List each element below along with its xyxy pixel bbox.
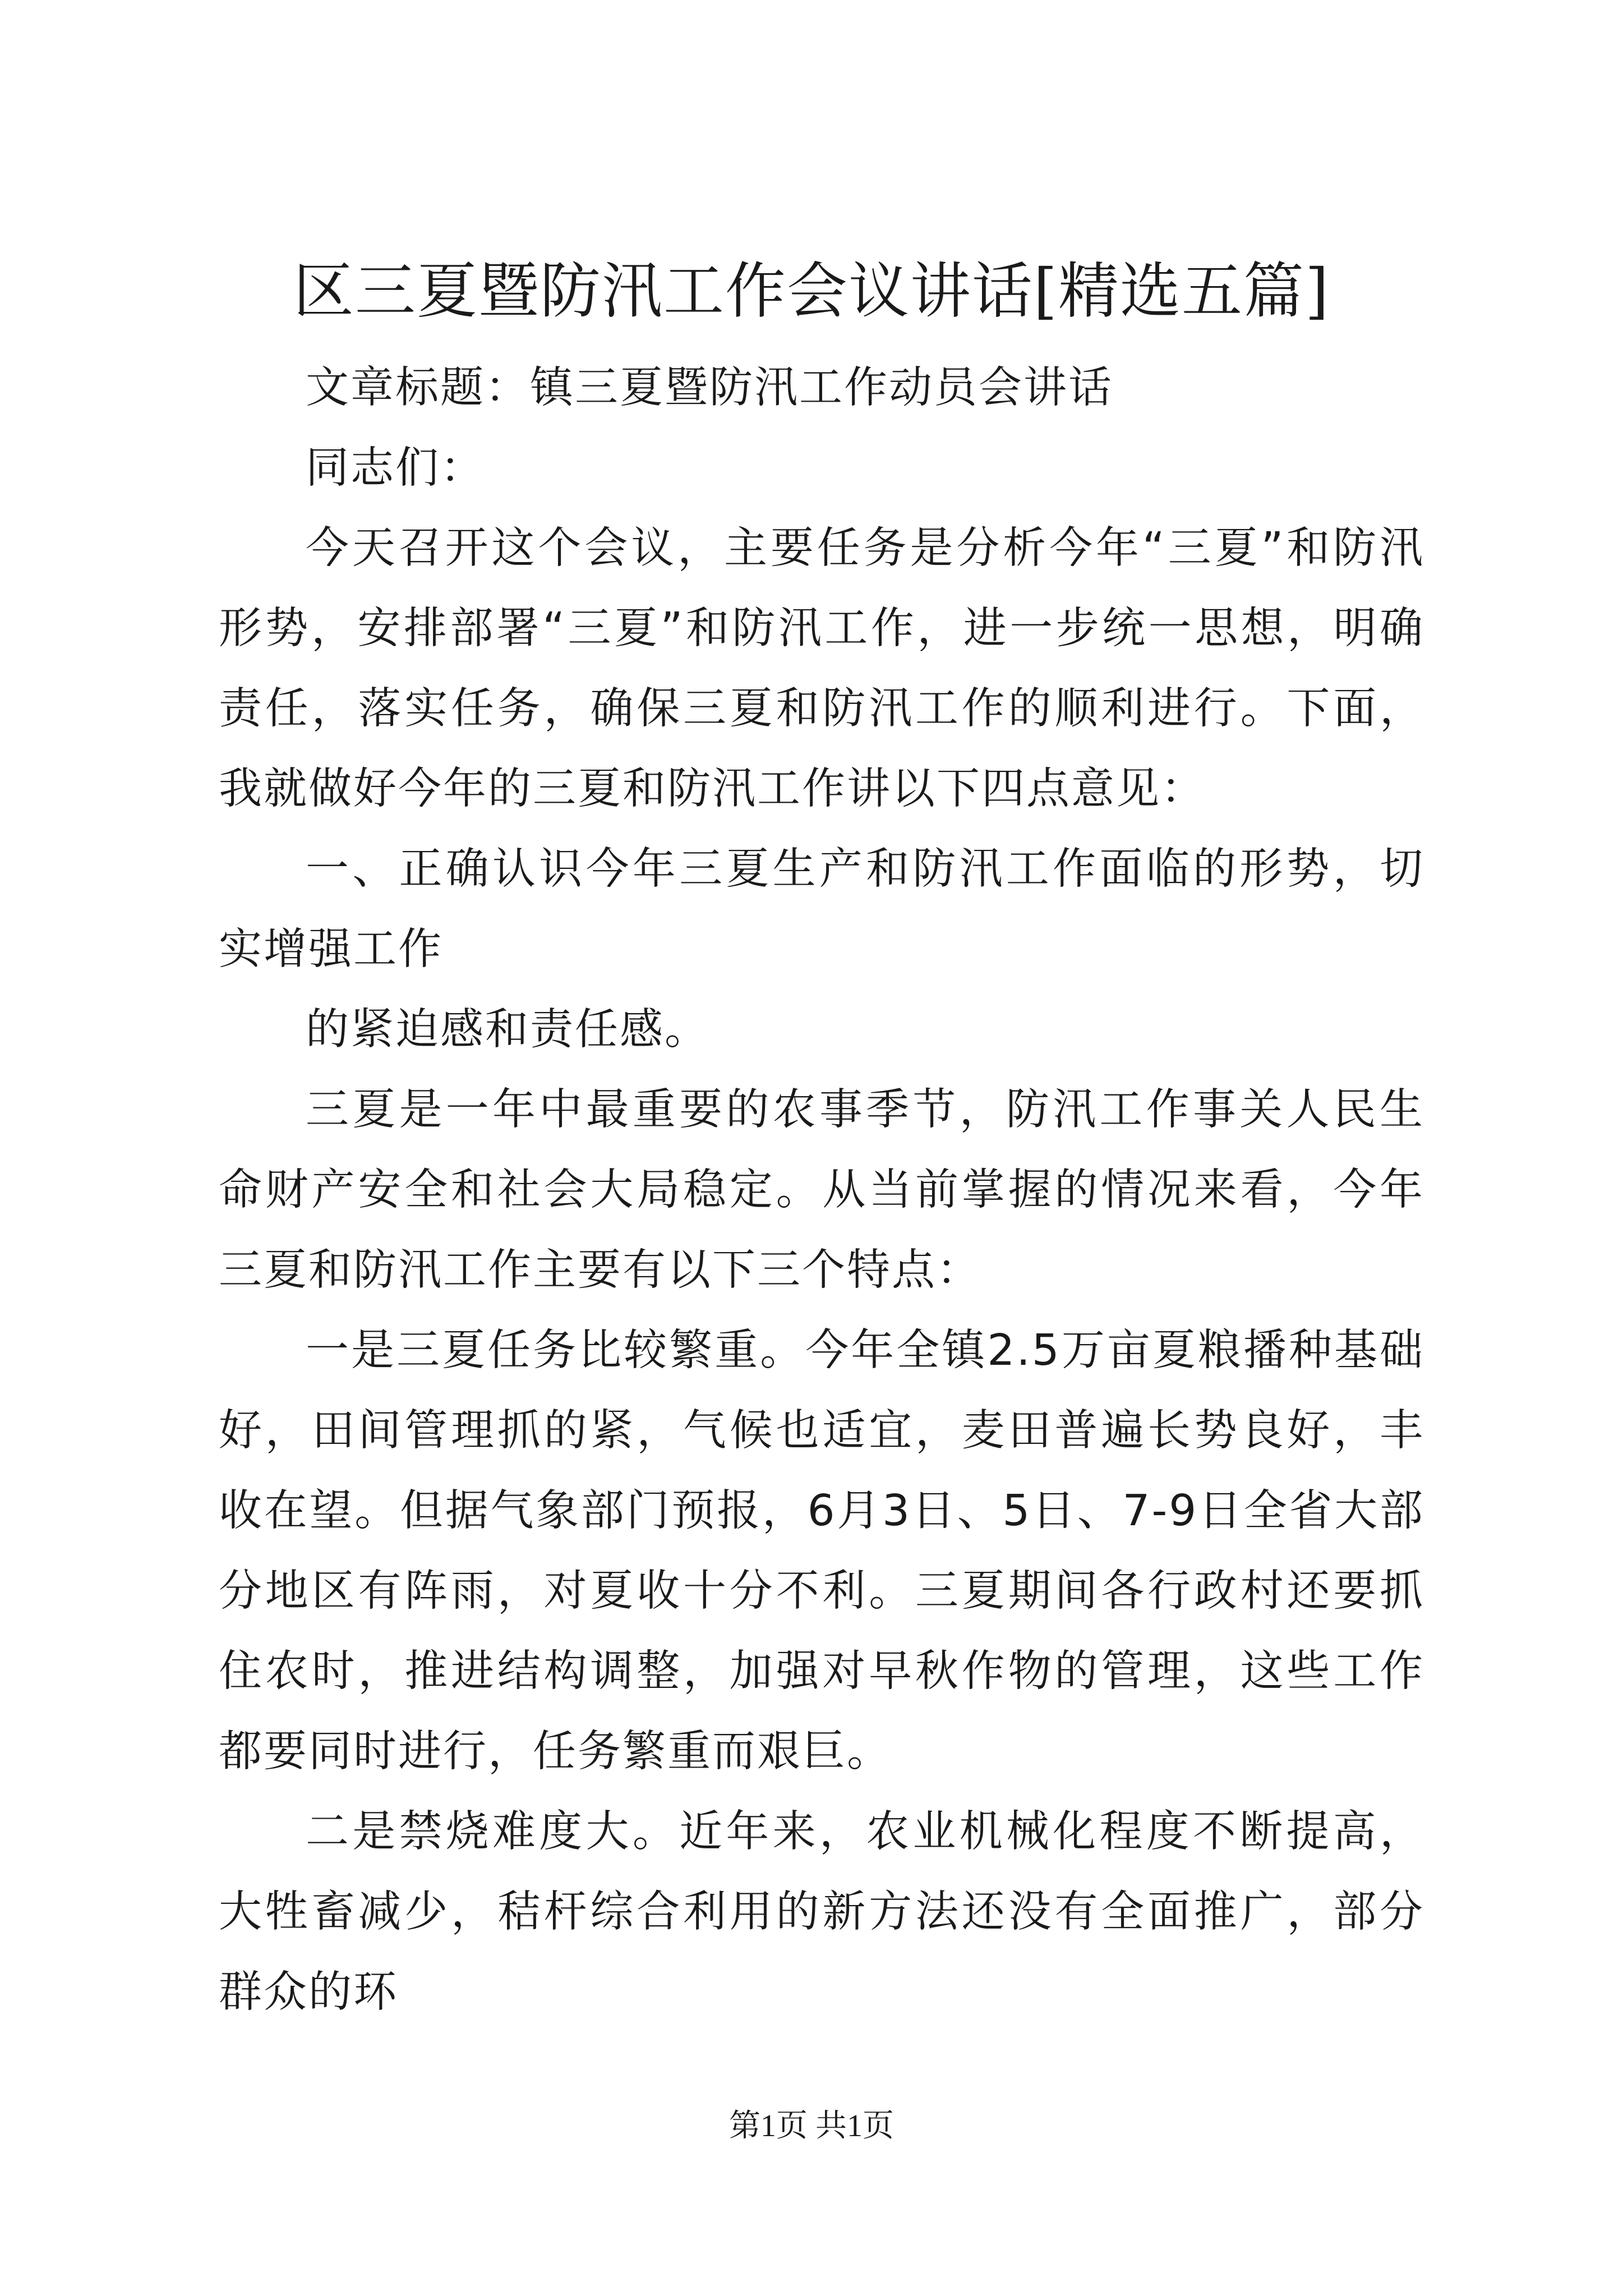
section-heading: 一、正确认识今年三夏生产和防汛工作面临的形势，切实增强工作 [219, 844, 1424, 974]
paragraph: 一是三夏任务比较繁重。今年全镇2.5万亩夏粮播种基础好，田间管理抓的紧，气候也适宜，麦田普遍长势良好，丰收在望。但据气象部门预报，6月3日、5日、7-9日全省大部分地区有阵雨，对夏收十分不利。三夏期间各行政村还要抓住农时，推进结构调整，加强对早秋作物的管理，这些工作都要同时进行，任务繁重而艰巨。 [219, 1326, 1424, 1777]
article-title-line: 文章标题：镇三夏暨防汛工作动员会讲话 [306, 363, 1113, 413]
salutation: 同志们： [306, 443, 485, 493]
paragraph: 二是禁烧难度大。近年来，农业机械化程度不断提高，大牲畜减少，秸杆综合利用的新方法还没有全面推广，部分群众的环 [219, 1807, 1424, 2017]
document-title: 区三夏暨防汛工作会议讲话[精选五篇] [293, 256, 1330, 326]
document-body [219, 348, 1424, 2032]
paragraph: 今天召开这个会议，主要任务是分析今年“三夏”和防汛形势，安排部署“三夏”和防汛工作，进一步统一思想，明确责任，落实任务，确保三夏和防汛工作的顺利进行。下面，我就做好今年的三夏和防汛工作讲以下四点意见： [219, 523, 1424, 814]
paragraph: 三夏是一年中最重要的农事季节，防汛工作事关人民生命财产安全和社会大局稳定。从当前掌握的情况来看，今年三夏和防汛工作主要有以下三个特点： [219, 1085, 1424, 1295]
page-footer: 第1页 共1页 [729, 2109, 894, 2143]
section-heading-continuation: 的紧迫感和责任感。 [306, 1005, 709, 1055]
